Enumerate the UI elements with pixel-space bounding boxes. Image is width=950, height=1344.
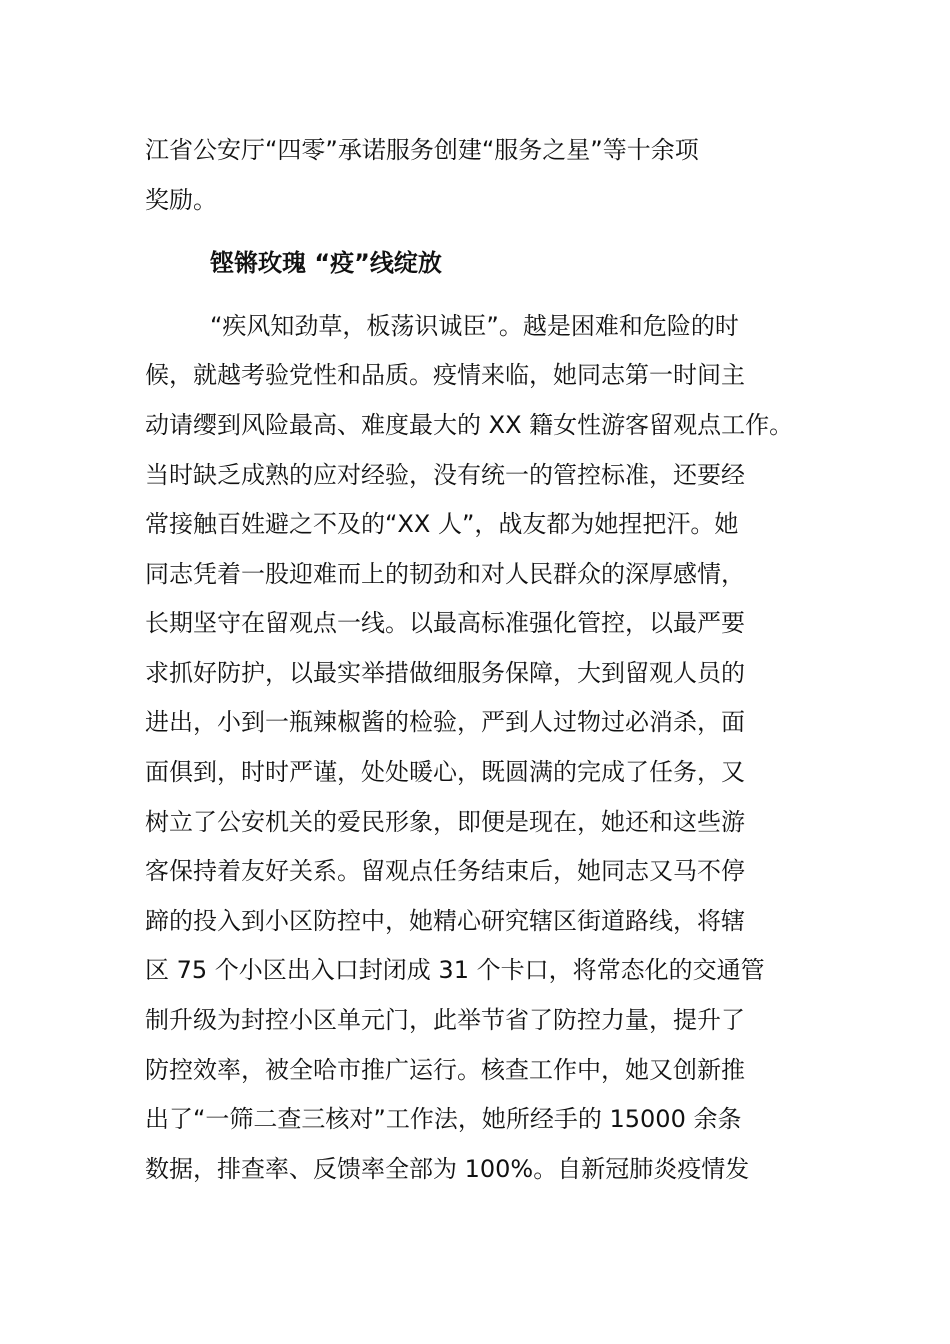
text-line: 候，就越考验党性和品质。疫情来临，她同志第一时间主 bbox=[145, 361, 745, 389]
text-line: 面俱到，时时严谨，处处暖心，既圆满的完成了任务，又 bbox=[145, 758, 745, 786]
text-line: “疾风知劲草，板荡识诚臣”。越是困难和危险的时 bbox=[210, 312, 739, 340]
text-line: 同志凭着一股迎难而上的韧劲和对人民群众的深厚感情， bbox=[145, 560, 745, 588]
text-line: 求抓好防护，以最实举措做细服务保障，大到留观人员的 bbox=[145, 659, 745, 687]
text-line: 长期坚守在留观点一线。以最高标准强化管控，以最严要 bbox=[145, 609, 745, 637]
text-line: 树立了公安机关的爱民形象，即便是现在，她还和这些游 bbox=[145, 808, 745, 836]
text-line: 动请缨到风险最高、难度最大的 XX 籍女性游客留观点工作。 bbox=[145, 411, 794, 439]
section-heading: 铿锵玫瑰 “疫”线绽放 bbox=[210, 249, 442, 277]
text-line: 奖励。 bbox=[145, 186, 217, 214]
text-line: 进出，小到一瓶辣椒酱的检验，严到人过物过必消杀，面 bbox=[145, 708, 745, 736]
text-line: 客保持着友好关系。留观点任务结束后，她同志又马不停 bbox=[145, 857, 745, 885]
text-line: 蹄的投入到小区防控中，她精心研究辖区街道路线，将辖 bbox=[145, 907, 745, 935]
text-line: 数据，排查率、反馈率全部为 100%。自新冠肺炎疫情发 bbox=[145, 1155, 750, 1183]
text-line: 防控效率，被全哈市推广运行。核查工作中，她又创新推 bbox=[145, 1056, 745, 1084]
text-line: 区 75 个小区出入口封闭成 31 个卡口，将常态化的交通管 bbox=[145, 956, 765, 984]
text-line: 当时缺乏成熟的应对经验，没有统一的管控标准，还要经 bbox=[145, 461, 745, 489]
text-line: 常接触百姓避之不及的“XX 人”，战友都为她捏把汗。她 bbox=[145, 510, 739, 538]
text-line: 江省公安厅“四零”承诺服务创建“服务之星”等十余项 bbox=[145, 136, 699, 164]
text-line: 出了“一筛二查三核对”工作法，她所经手的 15000 余条 bbox=[145, 1105, 742, 1133]
text-line: 制升级为封控小区单元门，此举节省了防控力量，提升了 bbox=[145, 1006, 745, 1034]
